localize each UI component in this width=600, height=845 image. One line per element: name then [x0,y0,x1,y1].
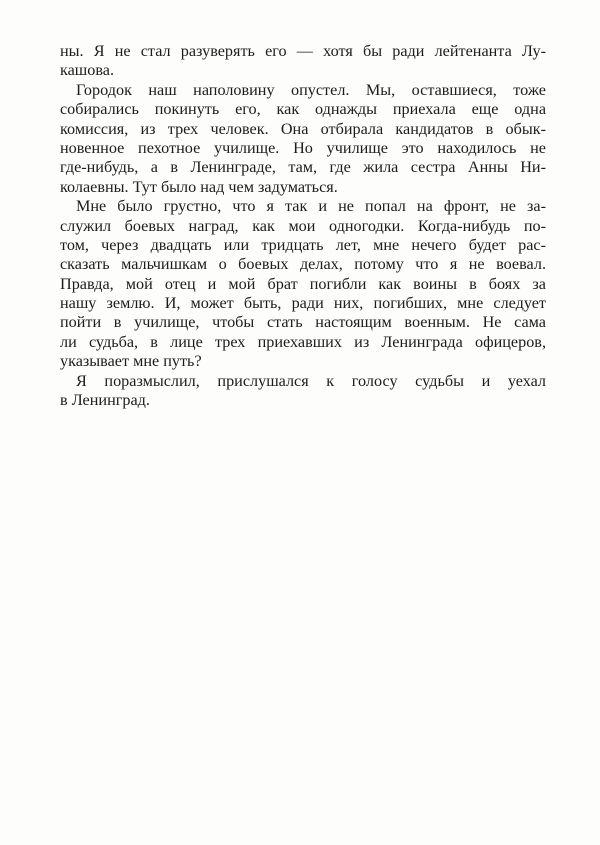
text-line: Правда, мой отец и мой брат погибли как воины в боях за [60,274,546,293]
text-line: служил боевых наград, как мои одногодки. Когда-нибудь по- [60,216,546,235]
paragraph [60,42,546,81]
text-line: пойти в училище, чтобы стать настоящим военным. Не сама [60,313,546,332]
paragraph [60,81,546,197]
text-line: в Ленинград. [60,391,150,410]
text-line: собирались покинуть его, как однажды приехала еще одна [60,100,546,119]
text-line: новенное пехотное училище. Но училище это находилось не [60,138,546,157]
text-line: ли судьба, в лице трех приехавших из Ленинграда офицеров, [60,332,546,351]
text-line: нашу землю. И, может быть, ради них, погибших, мне следует [60,294,546,313]
text-line: где-нибудь, а в Ленинграде, там, где жила сестра Анны Ни- [60,158,546,177]
text-line: ны. Я не стал разуверять его — хотя бы ради лейтенанта Лу- [60,42,546,60]
text-line: колаевны. Тут было над чем задуматься. [60,177,338,196]
text-line: указывает мне путь? [60,352,202,371]
text-line: комиссия, из трех человек. Она отбирала кандидатов в обык- [60,119,546,138]
paragraph [60,372,546,411]
text-line: Я поразмыслил, прислушался к голосу судьбы и уехал [76,371,546,390]
text-line: сказать мальчишкам о боевых делах, потому что я не воевал. [60,255,546,274]
paragraph [60,197,546,372]
page-text [60,42,546,410]
text-line: кашова. [60,61,115,80]
text-line: том, через двадцать или тридцать лет, мне нечего будет рас- [60,235,546,254]
text-line: Городок наш наполовину опустел. Мы, оставшиеся, тоже [76,80,546,99]
text-line: Мне было грустно, что я так и не попал на фронт, не за- [76,197,546,216]
